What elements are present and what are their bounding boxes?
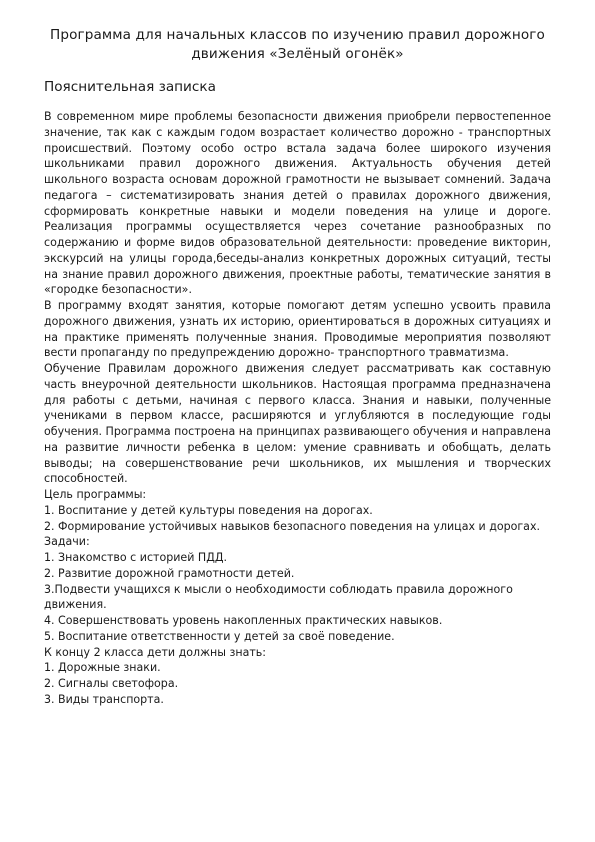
document-subtitle: Пояснительная записка	[44, 79, 216, 95]
paragraph-education: Обучение Правилам дорожного движения следует рассматривать как составную часть внеурочной деятельности школьников. Настоящая программа предназначена для работы с детьми, начиная с первого класса. Знания и навыки, полученные учениками в первом классе, расширяются и углубляются в последующие годы обучения. Программа построена на принципах развивающего обучения и направлена на развитие личности ребенка в целом: умение сравнивать и обобщать, делать выводы; на совершенствование речи школьников, их мышления и творческих способностей.	[44, 362, 551, 486]
paragraph-intro: В современном мире проблемы безопасности движения приобрели первостепенное значение, так как с каждым годом возрастает количество дорожно - транспортных происшествий. Поэтому особо остро встала задача более широкого изучения школьниками правил дорожного движения. Актуальность обучения детей школьного возраста основам дорожной грамотности не вызывает сомнений. Задача педагога – систематизировать знания детей о правилах дорожного движения, сформировать конкретные навыки и модели поведения на улице и дороге. Реализация программы осуществляется через сочетание разнообразных по содержанию и форме видов образовательной деятельности: проведение викторин, экскурсий на улицы города,беседы-анализ конкретных дорожных ситуаций, тесты на знание правил дорожного движения, проектные работы, тематические занятия в «городке безопасности».	[44, 110, 551, 297]
task-item: 2. Развитие дорожной грамотности детей.	[44, 566, 295, 580]
paragraph-program-content: В программу входят занятия, которые помогают детям успешно усвоить правила дорожного движения, узнать их историю, ориентироваться в дорожных ситуациях и на практике применять полученные знания. Проводимые мероприятия позволяют вести пропаганду по предупреждению дорожно- транспортного травматизма.	[44, 299, 551, 360]
goal-item: 1. Воспитание у детей культуры поведения на дорогах.	[44, 503, 373, 517]
know-item: 2. Сигналы светофора.	[44, 677, 179, 690]
tasks-heading: Задачи:	[44, 535, 90, 549]
task-item: 4. Совершенствовать уровень накопленных практических навыков.	[44, 614, 443, 627]
document-body	[44, 109, 551, 708]
know-item: 1. Дорожные знаки.	[44, 661, 161, 675]
goal-heading: Цель программы:	[44, 488, 147, 501]
goal-item: 2. Формирование устойчивых навыков безопасного поведения на улицах и дорогах.	[44, 519, 540, 533]
task-item: 3.Подвести учащихся к мысли о необходимости соблюдать правила дорожного движения.	[44, 582, 513, 612]
task-item: 1. Знакомство с историей ПДД.	[44, 551, 227, 564]
know-item: 3. Виды транспорта.	[44, 692, 164, 706]
know-heading: К концу 2 класса дети должны знать:	[44, 645, 267, 659]
task-item: 5. Воспитание ответственности у детей за своё поведение.	[44, 629, 395, 643]
document-title: Программа для начальных классов по изучению правил дорожного движения «Зелёный огонёк»	[50, 27, 545, 62]
